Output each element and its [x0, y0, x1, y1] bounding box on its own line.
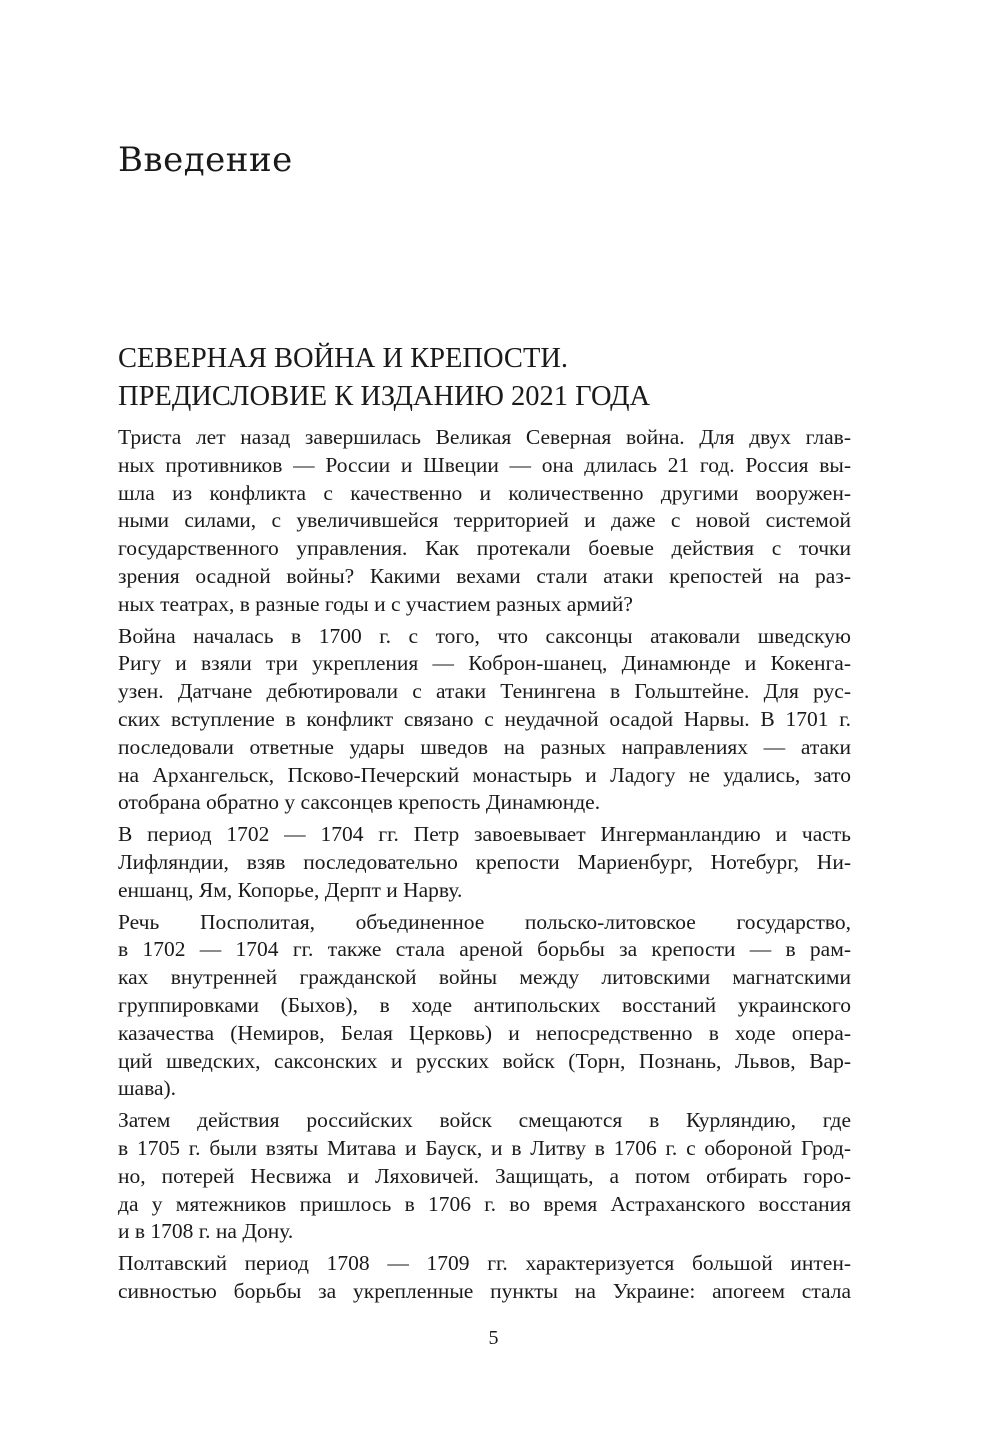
- section-title: [118, 340, 858, 416]
- text-line: Затем действия российских войск смещаются в Курляндию, где: [118, 1108, 851, 1133]
- body-text: [118, 424, 851, 1310]
- text-line: ными силами, с увеличившейся территорией и даже с новой системой: [118, 508, 851, 533]
- section-title-line: ПРЕДИСЛОВИЕ К ИЗДАНИЮ 2021 ГОДА: [118, 381, 651, 412]
- paragraph: [118, 1250, 851, 1306]
- text-line: Полтавский период 1708 — 1709 гг. характеризуется большой интен-: [118, 1251, 851, 1276]
- text-line: государственного управления. Как протекали боевые действия с точки: [118, 536, 851, 561]
- paragraph: [118, 821, 851, 904]
- text-line: Триста лет назад завершилась Великая Северная война. Для двух глав-: [118, 425, 851, 449]
- text-line: В период 1702 — 1704 гг. Петр завоевывает Ингерманландию и часть: [118, 822, 851, 847]
- text-line: Ригу и взяли три укрепления — Коброн-шанец, Динамюнде и Кокенга-: [118, 651, 851, 676]
- text-line: Лифляндии, взяв последовательно крепости Мариенбург, Нотебург, Ни-: [118, 849, 851, 874]
- text-line: ных театрах, в разные годы и с участием разных армий?: [118, 591, 633, 616]
- text-line: ках внутренней гражданской войны между литовскими магнатскими: [118, 965, 851, 990]
- text-line: последовали ответные удары шведов на разных направлениях — атаки: [118, 734, 851, 759]
- text-line: на Архангельск, Псково-Печерский монастырь и Ладогу не удались, зато: [118, 762, 851, 787]
- text-line: в 1702 — 1704 гг. также стала ареной борьбы за крепости — в рам-: [118, 937, 851, 962]
- text-line: сивностью борьбы за укрепленные пункты на Украине: апогеем стала: [118, 1278, 851, 1303]
- text-line: но, потерей Несвижа и Ляховичей. Защищать, а потом отбирать горо-: [118, 1163, 851, 1188]
- text-line: казачества (Немиров, Белая Церковь) и непосредственно в ходе опера-: [118, 1020, 851, 1045]
- section-title-line: СЕВЕРНАЯ ВОЙНА И КРЕПОСТИ.: [118, 343, 569, 374]
- text-line: шла из конфликта с качественно и количественно другими вооружен-: [118, 480, 851, 505]
- text-line: еншанц, Ям, Копорье, Дерпт и Нарву.: [118, 877, 463, 902]
- text-line: отобрана обратно у саксонцев крепость Динамюнде.: [118, 790, 601, 815]
- text-line: в 1705 г. были взяты Митава и Бауск, и в Литву в 1706 г. с обороной Грод-: [118, 1135, 851, 1160]
- text-line: да у мятежников пришлось в 1706 г. во время Астраханского восстания: [118, 1191, 851, 1216]
- text-line: Речь Посполитая, объединенное польско-литовское государство,: [118, 909, 851, 934]
- text-line: зрения осадной войны? Какими вехами стали атаки крепостей на раз-: [118, 563, 851, 588]
- paragraph: [118, 623, 851, 818]
- chapter-title: Введение: [118, 140, 293, 180]
- text-line: узен. Датчане дебютировали с атаки Тенингена в Гольштейне. Для рус-: [118, 679, 851, 704]
- text-line: ций шведских, саксонских и русских войск (Торн, Познань, Львов, Вар-: [118, 1048, 851, 1073]
- text-line: ских вступление в конфликт связано с неудачной осадой Нарвы. В 1701 г.: [118, 706, 851, 731]
- text-line: Война началась в 1700 г. с того, что саксонцы атаковали шведскую: [118, 623, 851, 648]
- paragraph: [118, 1107, 851, 1246]
- paragraph: [118, 424, 851, 619]
- text-line: группировками (Быхов), в ходе антипольских восстаний украинского: [118, 992, 851, 1017]
- text-line: и в 1708 г. на Дону.: [118, 1219, 294, 1244]
- text-line: шава).: [118, 1076, 177, 1101]
- text-line: ных противников — России и Швеции — она длилась 21 год. Россия вы-: [118, 452, 851, 477]
- page-number: 5: [488, 1327, 499, 1349]
- paragraph: [118, 909, 851, 1104]
